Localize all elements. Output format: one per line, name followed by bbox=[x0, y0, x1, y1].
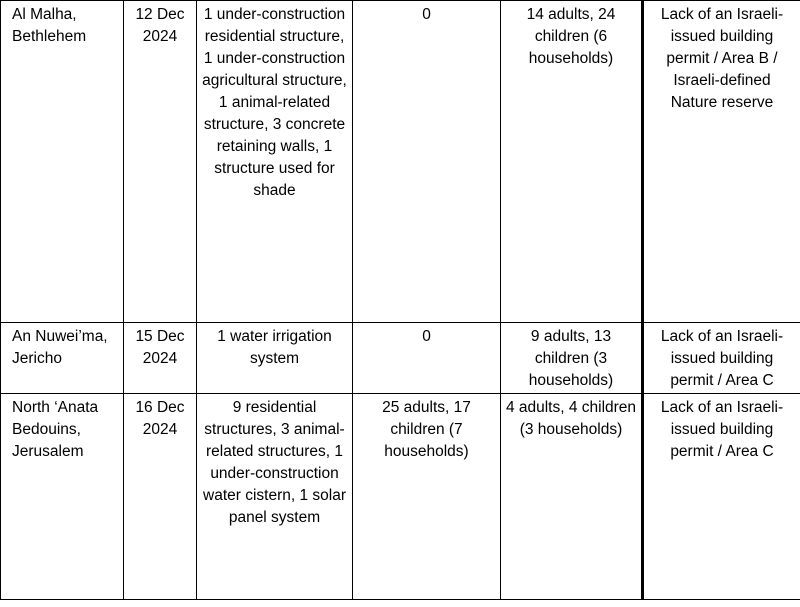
reason-cell bbox=[643, 323, 800, 394]
structures-cell bbox=[197, 323, 353, 394]
location-text: Al Malha, Bethlehem bbox=[12, 6, 87, 45]
reason-text: Lack of an Israeli-issued building permit / Area B / Israeli-defined Nature reserve bbox=[660, 6, 784, 111]
location-cell bbox=[1, 394, 124, 600]
structures-cell bbox=[197, 1, 353, 323]
affected-text: 4 adults, 4 children (3 households) bbox=[505, 399, 637, 438]
affected-text: 9 adults, 13 children (3 households) bbox=[528, 328, 614, 389]
date-text: 16 Dec 2024 bbox=[135, 399, 185, 438]
date-cell bbox=[124, 323, 197, 394]
reason-text: Lack of an Israeli-issued building permit / Area C bbox=[660, 328, 784, 389]
affected-cell bbox=[501, 394, 643, 600]
table-row bbox=[1, 323, 800, 394]
affected-cell bbox=[501, 1, 643, 323]
reason-cell bbox=[643, 1, 800, 323]
structures-text: 9 residential structures, 3 animal-related structures, 1 under-construction water cistern, 1 solar panel system bbox=[203, 399, 346, 526]
displaced-text: 0 bbox=[422, 6, 431, 23]
location-text: North ‘Anata Bedouins, Jerusalem bbox=[12, 399, 99, 460]
location-cell bbox=[1, 1, 124, 323]
structures-text: 1 under-construction residential structure, 1 under-construction agricultural structure, 1 animal-related structure, 3 concrete retaining walls, 1 structure used for shade bbox=[202, 6, 347, 199]
reason-text: Lack of an Israeli-issued building permit / Area C bbox=[660, 399, 784, 460]
structures-text: 1 water irrigation system bbox=[217, 328, 332, 367]
structures-cell bbox=[197, 394, 353, 600]
displaced-cell bbox=[353, 1, 501, 323]
location-text: An Nuwei’ma, Jericho bbox=[12, 328, 108, 367]
displaced-text: 0 bbox=[422, 328, 431, 345]
table-row bbox=[1, 1, 800, 323]
affected-cell bbox=[501, 323, 643, 394]
affected-text: 14 adults, 24 children (6 households) bbox=[526, 6, 616, 67]
date-text: 12 Dec 2024 bbox=[135, 6, 185, 45]
date-cell bbox=[124, 394, 197, 600]
displaced-cell bbox=[353, 323, 501, 394]
reason-cell bbox=[643, 394, 800, 600]
date-cell bbox=[124, 1, 197, 323]
table-row bbox=[1, 394, 800, 600]
location-cell bbox=[1, 323, 124, 394]
displaced-text: 25 adults, 17 children (7 households) bbox=[382, 399, 471, 460]
date-text: 15 Dec 2024 bbox=[135, 328, 185, 367]
displaced-cell bbox=[353, 394, 501, 600]
